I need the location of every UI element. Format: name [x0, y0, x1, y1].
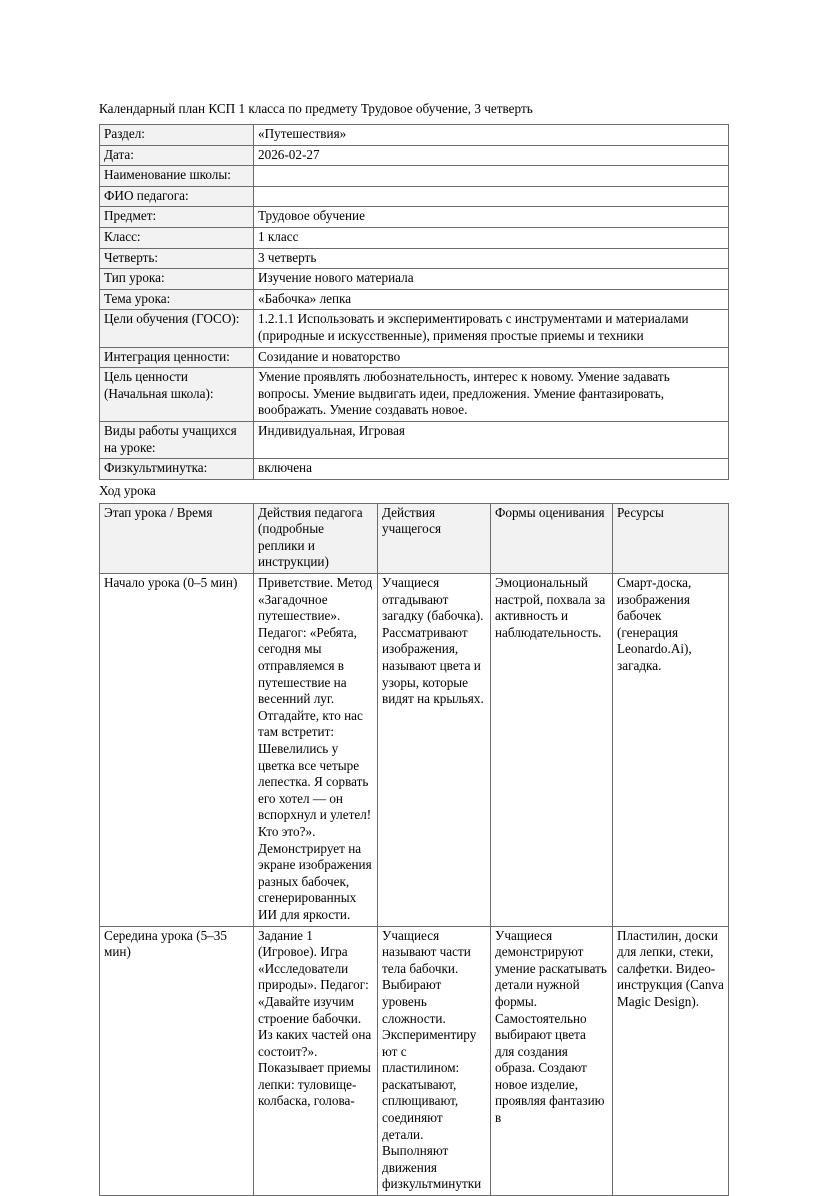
info-label-value-integration: Интеграция ценности: [100, 347, 254, 368]
cell-resources-lesson-middle: Пластилин, доски для лепки, стеки, салфетки. Видео-инструкция (Canva Magic Design). [613, 926, 729, 1196]
table-row [100, 186, 729, 207]
cell-teacher-lesson-start: Приветствие. Метод «Загадочное путешествие». Педагог: «Ребята, сегодня мы отправляемся в путешествие на весенний луг. Отгадайте, кто нас там встретит: Шевелились у цветка все четыре лепестка. Я сорвать его хотел — он вспорхнул и улетел! Кто это?». Демонстрирует на экране изображения разных бабочек, сгенерированных ИИ для яркости. [254, 574, 378, 926]
cell-assessment-lesson-middle: Учащиеся демонстрируют умение раскатывать детали нужной формы. Самостоятельно выбирают цвета для создания образа. Создают новое изделие, проявляя фантазию в [491, 926, 613, 1196]
column-header-teacher-actions: Действия педагога (подробные реплики и инструкции) [254, 503, 378, 573]
table-row [100, 125, 729, 146]
info-label-quarter: Четверть: [100, 248, 254, 269]
lesson-flow-table [99, 503, 729, 1196]
info-value-razdel: «Путешествия» [254, 125, 729, 146]
lesson-flow-table-body [100, 574, 729, 1196]
info-label-razdel: Раздел: [100, 125, 254, 146]
table-row [100, 459, 729, 480]
table-row [100, 248, 729, 269]
cell-resources-lesson-start: Смарт-доска, изображения бабочек (генерация Leonardo.Ai), загадка. [613, 574, 729, 926]
lesson-info-table [99, 124, 729, 480]
info-label-subject: Предмет: [100, 207, 254, 228]
info-label-physical-break: Физкультминутка: [100, 459, 254, 480]
info-value-physical-break: включена [254, 459, 729, 480]
info-value-work-types: Индивидуальная, Игровая [254, 421, 729, 458]
info-label-learning-goals: Цели обучения (ГОСО): [100, 310, 254, 347]
table-row [100, 368, 729, 422]
info-label-grade: Класс: [100, 227, 254, 248]
section-caption-lesson-flow: Ход урока [99, 482, 156, 498]
info-value-lesson-type: Изучение нового материала [254, 269, 729, 290]
cell-student-lesson-middle: Учащиеся называют части тела бабочки. Выбирают уровень сложности. Экспериментируют с пластилином: раскатывают, сплющивают, соединяют детали. Выполняют движения физкультминутки [378, 926, 491, 1196]
page-title: Календарный план КСП 1 класса по предмету Трудовое обучение, 3 четверть [99, 101, 533, 116]
info-value-learning-goals: 1.2.1.1 Использовать и экспериментировать с инструментами и материалами (природные и искусственные), применяя простые приемы и техники [254, 310, 729, 347]
info-label-value-goal: Цель ценности (Начальная школа): [100, 368, 254, 422]
info-value-data: 2026-02-27 [254, 145, 729, 166]
table-row [100, 269, 729, 290]
table-row [100, 347, 729, 368]
table-row [100, 926, 729, 1196]
cell-stage-lesson-start: Начало урока (0–5 мин) [100, 574, 254, 926]
info-value-subject: Трудовое обучение [254, 207, 729, 228]
cell-student-lesson-start: Учащиеся отгадывают загадку (бабочка). Рассматривают изображения, называют цвета и узоры, которые видят на крыльях. [378, 574, 491, 926]
info-label-data: Дата: [100, 145, 254, 166]
info-value-lesson-theme: «Бабочка» лепка [254, 289, 729, 310]
table-row [100, 289, 729, 310]
cell-stage-lesson-middle: Середина урока (5–35 мин) [100, 926, 254, 1196]
table-row [100, 207, 729, 228]
column-header-student-actions: Действия учащегося [378, 503, 491, 573]
column-header-stage: Этап урока / Время [100, 503, 254, 573]
info-value-school [254, 166, 729, 187]
table-row [100, 227, 729, 248]
info-label-work-types: Виды работы учащихся на уроке: [100, 421, 254, 458]
info-value-value-integration: Созидание и новаторство [254, 347, 729, 368]
cell-teacher-lesson-middle: Задание 1 (Игровое). Игра «Исследователи природы». Педагог: «Давайте изучим строение бабочки. Из каких частей она состоит?». Показывает приемы лепки: туловище-колбаска, голова- [254, 926, 378, 1196]
info-value-grade: 1 класс [254, 227, 729, 248]
table-row [100, 145, 729, 166]
table-row [100, 574, 729, 926]
table-row [100, 166, 729, 187]
column-header-assessment-forms: Формы оценивания [491, 503, 613, 573]
column-header-resources: Ресурсы [613, 503, 729, 573]
table-row [100, 310, 729, 347]
info-value-value-goal: Умение проявлять любознательность, интерес к новому. Умение задавать вопросы. Умение выдвигать идеи, предложения. Умение фантазировать, воображать. Умение создавать новое. [254, 368, 729, 422]
lesson-info-table-body [100, 125, 729, 480]
lesson-flow-table-head [100, 503, 729, 573]
cell-assessment-lesson-start: Эмоциональный настрой, похвала за активность и наблюдательность. [491, 574, 613, 926]
info-value-teacher-name [254, 186, 729, 207]
info-value-quarter: 3 четверть [254, 248, 729, 269]
info-label-lesson-type: Тип урока: [100, 269, 254, 290]
info-label-school: Наименование школы: [100, 166, 254, 187]
info-label-lesson-theme: Тема урока: [100, 289, 254, 310]
page-content [99, 100, 728, 1196]
table-header-row [100, 503, 729, 573]
info-label-teacher-name: ФИО педагога: [100, 186, 254, 207]
table-row [100, 421, 729, 458]
